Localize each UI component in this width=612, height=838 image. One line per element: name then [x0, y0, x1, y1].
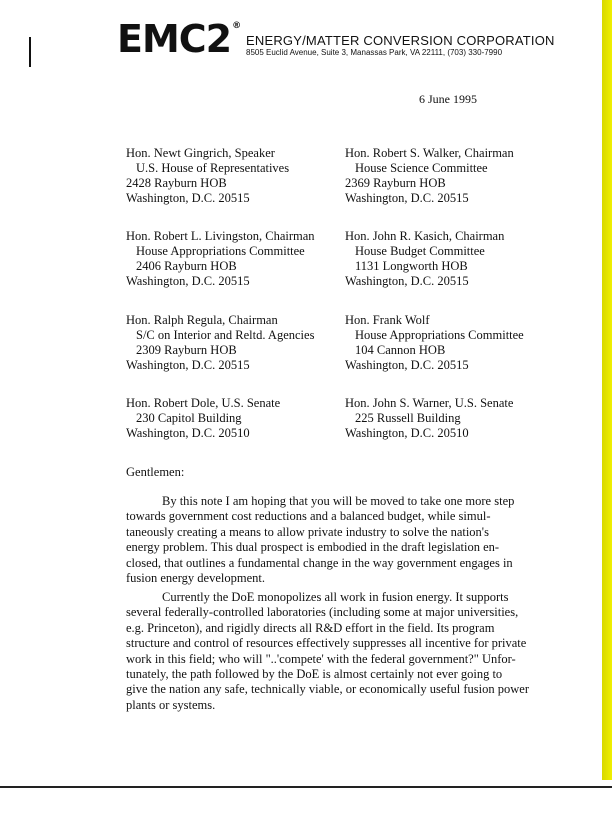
addressee-line: 2406 Rayburn HOB — [136, 259, 237, 273]
registered-mark: ® — [232, 21, 241, 31]
addressee-line: 2428 Rayburn HOB — [126, 176, 227, 190]
addressee-line: Washington, D.C. 20515 — [126, 358, 250, 372]
addressee-line: S/C on Interior and Reltd. Agencies — [136, 328, 315, 342]
addressee-block — [126, 146, 289, 206]
paragraph-line: towards government cost reductions and a balanced budget, while simul- — [126, 509, 491, 524]
addressee-line: 225 Russell Building — [355, 411, 461, 425]
addressee-block — [345, 313, 524, 373]
body-paragraph — [126, 590, 546, 713]
company-address: 8505 Euclid Avenue, Suite 3, Manassas Park, VA 22111, (703) 330-7990 — [246, 48, 503, 57]
paragraph-line: several federally-controlled laboratories (including some at major universities, — [126, 605, 519, 620]
paragraph-line: Currently the DoE monopolizes all work in fusion energy. It supports — [162, 590, 509, 604]
addressee-line: 2309 Rayburn HOB — [136, 343, 237, 357]
addressee-line: 2369 Rayburn HOB — [345, 176, 446, 190]
addressee-line: 104 Cannon HOB — [355, 343, 446, 357]
addressee-block — [126, 229, 315, 289]
addressee-block — [345, 146, 514, 206]
addressee-line: Washington, D.C. 20510 — [126, 426, 250, 440]
addressee-line: 230 Capitol Building — [136, 411, 242, 425]
addressee-name: Hon. Frank Wolf — [345, 313, 430, 327]
addressee-name: Hon. John R. Kasich, Chairman — [345, 229, 505, 243]
paragraph-line: plants or systems. — [126, 697, 216, 712]
addressee-line: U.S. House of Representatives — [136, 161, 290, 175]
paragraph-line: taneously creating a means to allow private industry to solve the nation's — [126, 524, 489, 539]
addressee-line: Washington, D.C. 20515 — [345, 191, 469, 205]
addressee-block — [126, 396, 280, 441]
paragraph-line: fusion energy development. — [126, 571, 265, 586]
page-edge-shadow — [602, 0, 612, 780]
paragraph-line: work in this field; who will "..'compete' with the federal government?" Unfor- — [126, 651, 516, 666]
addressee-block — [345, 229, 504, 289]
addressee-line: 1131 Longworth HOB — [355, 259, 468, 273]
addressee-line: House Appropriations Committee — [355, 328, 524, 342]
addressee-name: Hon. Newt Gingrich, Speaker — [126, 146, 275, 160]
paragraph-line: tunately, the path followed by the DoE is almost certainly not ever going to — [126, 667, 503, 682]
addressee-line: House Appropriations Committee — [136, 244, 305, 258]
addressee-name: Hon. Robert L. Livingston, Chairman — [126, 229, 315, 243]
addressee-line: Washington, D.C. 20515 — [345, 274, 469, 288]
letter-date: 6 June 1995 — [419, 92, 477, 106]
paragraph-line: give the nation any safe, technically viable, or economically useful fusion power — [126, 682, 529, 697]
addressee-line: Washington, D.C. 20510 — [345, 426, 469, 440]
salutation: Gentlemen: — [126, 465, 185, 479]
addressee-line: Washington, D.C. 20515 — [345, 358, 469, 372]
addressee-line: Washington, D.C. 20515 — [126, 191, 250, 205]
addressee-line: House Science Committee — [355, 161, 488, 175]
paragraph-line: energy problem. This dual prospect is embodied in the draft legislation en- — [126, 540, 500, 555]
addressee-name: Hon. Ralph Regula, Chairman — [126, 313, 278, 327]
paragraph-line: By this note I am hoping that you will be moved to take one more step — [162, 494, 515, 508]
addressee-name: Hon. Robert S. Walker, Chairman — [345, 146, 514, 160]
margin-mark — [29, 37, 31, 67]
paragraph-line: e.g. Princeton), and rigidly directs all R&D effort in the field. Its program — [126, 620, 495, 635]
paragraph-line: structure and control of resources effectively suppresses all incentive for private — [126, 636, 527, 651]
emc2-logo — [117, 17, 241, 61]
page-bottom-edge — [0, 786, 612, 838]
body-paragraph — [126, 494, 546, 586]
company-name: ENERGY/MATTER CONVERSION CORPORATION — [246, 33, 555, 48]
addressee-block — [126, 313, 314, 373]
addressee-name: Hon. John S. Warner, U.S. Senate — [345, 396, 514, 410]
addressee-name: Hon. Robert Dole, U.S. Senate — [126, 396, 281, 410]
addressee-line: Washington, D.C. 20515 — [126, 274, 250, 288]
addressee-line: House Budget Committee — [355, 244, 485, 258]
logo-text: EMC2 — [117, 17, 232, 61]
paragraph-line: closed, that outlines a fundamental change in the way government engages in — [126, 555, 513, 570]
addressee-block — [345, 396, 513, 441]
